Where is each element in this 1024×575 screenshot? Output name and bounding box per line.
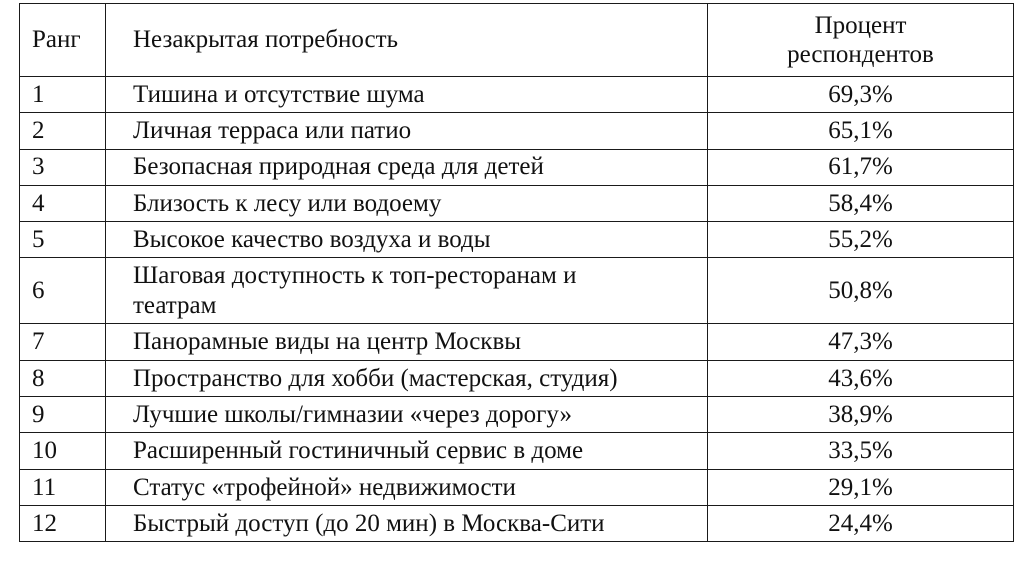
need-cell: Лучшие школы/гимназии «через дорогу» (106, 397, 708, 433)
rank-cell: 8 (20, 360, 106, 396)
rank-cell: 5 (20, 222, 106, 258)
need-cell: Расширенный гостиничный сервис в доме (106, 433, 708, 469)
percent-cell: 69,3% (708, 77, 1014, 113)
need-cell: Высокое качество воздуха и воды (106, 222, 708, 258)
need-cell: Личная терраса или патио (106, 113, 708, 149)
table-row (20, 185, 1014, 221)
rank-cell: 11 (20, 469, 106, 505)
table-row (20, 324, 1014, 360)
need-cell (106, 258, 708, 324)
percent-cell: 65,1% (708, 113, 1014, 149)
percent-cell: 61,7% (708, 149, 1014, 185)
rank-cell: 9 (20, 397, 106, 433)
percent-cell: 55,2% (708, 222, 1014, 258)
table-row (20, 258, 1014, 324)
table-row (20, 77, 1014, 113)
rank-cell: 12 (20, 505, 106, 541)
need-cell: Статус «трофейной» недвижимости (106, 469, 708, 505)
percent-cell: 29,1% (708, 469, 1014, 505)
need-cell: Близость к лесу или водоему (106, 185, 708, 221)
rank-cell: 10 (20, 433, 106, 469)
header-percent-line2: респондентов (787, 41, 934, 68)
header-rank: Ранг (20, 4, 106, 77)
rank-cell: 3 (20, 149, 106, 185)
need-cell-line1: Шаговая доступность к топ-ресторанам и (133, 262, 577, 290)
table-row (20, 433, 1014, 469)
rank-cell: 4 (20, 185, 106, 221)
header-percent-line1: Процент (814, 11, 907, 39)
percent-cell: 33,5% (708, 433, 1014, 469)
table-row (20, 149, 1014, 185)
need-cell: Пространство для хобби (мастерская, студия) (106, 360, 708, 396)
need-cell: Быстрый доступ (до 20 мин) в Москва-Сити (106, 505, 708, 541)
table-row (20, 469, 1014, 505)
percent-cell: 58,4% (708, 185, 1014, 221)
header-need: Незакрытая потребность (106, 4, 708, 77)
table-header-row (20, 4, 1014, 77)
rank-cell: 1 (20, 77, 106, 113)
need-cell-line2: театрам (133, 291, 217, 319)
rank-cell: 6 (20, 258, 106, 324)
table-row (20, 360, 1014, 396)
table-row (20, 222, 1014, 258)
percent-cell: 47,3% (708, 324, 1014, 360)
percent-cell: 38,9% (708, 397, 1014, 433)
rank-cell: 2 (20, 113, 106, 149)
need-cell: Безопасная природная среда для детей (106, 149, 708, 185)
needs-table (19, 3, 1014, 542)
header-percent (708, 4, 1014, 77)
percent-cell: 43,6% (708, 360, 1014, 396)
table-row (20, 505, 1014, 541)
table-row (20, 397, 1014, 433)
percent-cell: 24,4% (708, 505, 1014, 541)
table-row (20, 113, 1014, 149)
rank-cell: 7 (20, 324, 106, 360)
percent-cell: 50,8% (708, 258, 1014, 324)
need-cell: Тишина и отсутствие шума (106, 77, 708, 113)
need-cell: Панорамные виды на центр Москвы (106, 324, 708, 360)
